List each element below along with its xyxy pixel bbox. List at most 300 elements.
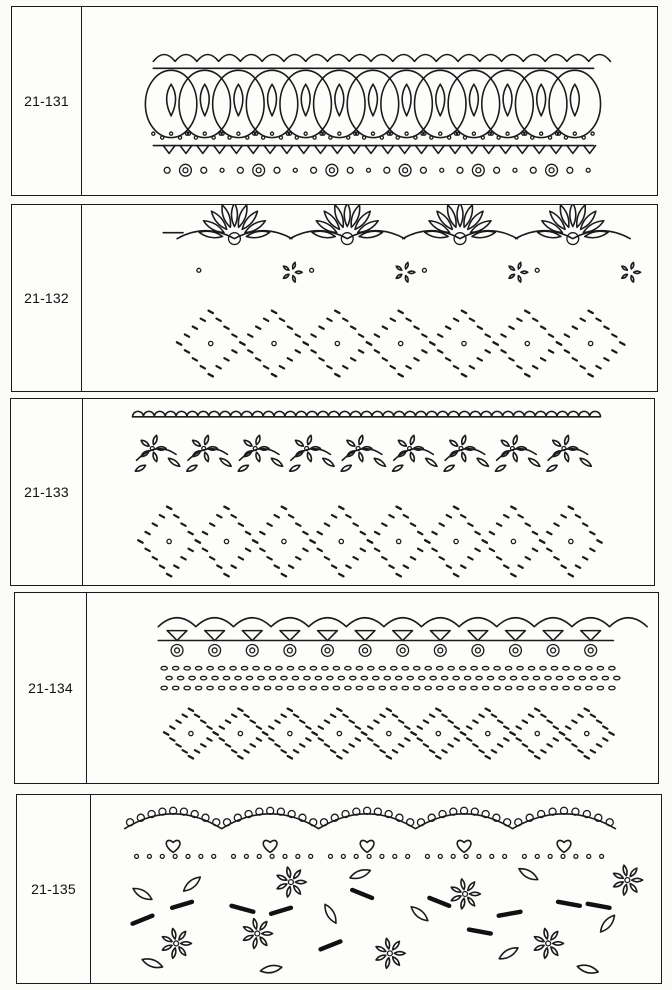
oval-eyelet — [563, 666, 569, 670]
lattice-stitch — [447, 515, 451, 517]
oval-eyelet — [414, 666, 420, 670]
tiny-eyelet — [295, 136, 298, 139]
lattice-stitch — [430, 342, 434, 344]
lattice-center-hole — [585, 731, 589, 735]
flower-petal — [550, 930, 559, 941]
lattice-stitch — [424, 744, 428, 746]
lattice-stitch — [272, 374, 276, 376]
scattered-leaf — [517, 866, 539, 883]
blossom-petal — [461, 452, 467, 462]
flower-petal — [534, 935, 545, 943]
fan-top-edge — [177, 231, 292, 239]
pattern-code: 21-134 — [28, 680, 73, 696]
teardrop-eyelet — [234, 84, 243, 116]
lattice-stitch — [404, 566, 408, 568]
lattice-stitch — [418, 532, 422, 534]
flower-petal — [466, 896, 475, 907]
lattice-stitch — [399, 744, 403, 746]
flower-eyelet — [422, 268, 426, 272]
triangle-stitch — [214, 146, 226, 154]
bold-satin-stitch — [352, 890, 372, 898]
fan-petal — [457, 205, 463, 227]
oval-eyelet — [184, 686, 190, 690]
oval-eyelet — [276, 666, 282, 670]
lattice-stitch — [177, 342, 181, 344]
lattice-stitch — [449, 744, 453, 746]
triangle-stitch — [247, 146, 259, 154]
embroidery-pattern-21-132 — [82, 205, 657, 391]
lattice-stitch — [438, 334, 442, 336]
flower-petal — [553, 942, 564, 945]
flower-petal — [259, 936, 268, 947]
oval-eyelet — [184, 666, 190, 670]
lattice-stitch — [346, 566, 350, 568]
bottom-eyelet-inner — [329, 168, 334, 173]
lattice-stitch — [361, 549, 365, 551]
bottom-eyelet — [586, 168, 590, 172]
flower-petal — [385, 938, 391, 949]
oval-eyelet — [425, 666, 431, 670]
oval-eyelet — [517, 666, 523, 670]
flower-petal — [470, 892, 481, 895]
lattice-stitch — [529, 750, 533, 752]
lattice-stitch — [504, 726, 508, 728]
lattice-stitch — [289, 566, 293, 568]
lattice-stitch — [470, 319, 474, 321]
oval-eyelet — [487, 676, 493, 680]
lattice-stitch — [404, 515, 408, 517]
lattice-stitch — [585, 709, 589, 711]
flower-petal — [613, 880, 624, 888]
lattice-stitch — [573, 326, 577, 328]
bottom-eyelet — [399, 164, 411, 176]
fan-petal — [471, 229, 495, 239]
bottom-eyelet — [180, 164, 192, 176]
heart-eyelet — [360, 840, 374, 852]
oval-eyelet — [177, 676, 183, 680]
lattice-stitch — [557, 342, 561, 344]
bold-satin-stitch — [271, 908, 291, 914]
lattice-stitch — [264, 366, 268, 368]
lattice-stitch — [368, 540, 372, 542]
fan-petal — [424, 229, 448, 239]
lattice-stitch — [226, 744, 230, 746]
bottom-eyelet-inner — [256, 168, 261, 173]
blossom-center — [253, 446, 257, 450]
vine-leaf — [392, 464, 404, 473]
flower-petal — [276, 882, 287, 890]
lattice-stitch — [425, 540, 429, 542]
lattice-stitch — [232, 334, 236, 336]
lattice-stitch — [319, 738, 323, 740]
lattice-stitch — [467, 738, 471, 740]
embroidery-pattern-21-131 — [82, 7, 657, 195]
triangle-stitch — [432, 146, 444, 154]
flower-petal — [178, 946, 187, 957]
lattice-stitch — [455, 726, 459, 728]
triangle-eyelet — [242, 631, 262, 641]
tiny-eyelet — [262, 136, 265, 139]
ring-eyelet — [510, 644, 522, 656]
scattered-leaf — [598, 913, 617, 934]
lattice-center-hole — [436, 731, 440, 735]
lattice-stitch — [518, 515, 522, 517]
flower-petal — [391, 956, 400, 967]
flower-petal — [243, 925, 254, 933]
lattice-stitch — [267, 523, 271, 525]
lattice-stitch — [226, 720, 230, 722]
triangle-eyelet — [581, 631, 601, 641]
small-eyelet — [477, 854, 481, 858]
lattice-stitch — [438, 350, 442, 352]
tiny-eyelet — [481, 136, 484, 139]
loop-outline — [482, 70, 533, 137]
triangle-stitch — [264, 146, 276, 154]
lattice-center-hole — [588, 341, 592, 345]
scattered-floral-art — [91, 795, 661, 983]
blossom-center — [408, 446, 412, 450]
oval-eyelet — [517, 686, 523, 690]
lattice-stitch — [547, 532, 551, 534]
lattice-stitch — [461, 566, 465, 568]
oval-eyelet — [173, 666, 179, 670]
lattice-stitch — [389, 515, 393, 517]
lattice-stitch — [343, 715, 347, 717]
fan-flower-border-art — [82, 205, 657, 391]
lattice-stitch — [547, 720, 551, 722]
small-eyelet — [367, 854, 371, 858]
small-eyelet — [309, 854, 313, 858]
lattice-stitch — [596, 319, 600, 321]
lattice-stitch — [486, 334, 490, 336]
lattice-stitch — [303, 549, 307, 551]
oval-eyelet — [459, 686, 465, 690]
fan-petal — [548, 209, 568, 231]
lattice-stitch — [436, 756, 440, 758]
lattice-stitch — [294, 715, 298, 717]
lattice-stitch — [288, 326, 292, 328]
lattice-stitch — [346, 515, 350, 517]
bold-satin-stitch — [499, 912, 521, 916]
tiny-eyelet — [540, 132, 543, 135]
small-eyelet — [548, 854, 552, 858]
fan-top-edge — [290, 231, 405, 239]
flower-petal — [629, 882, 638, 893]
ring-eyelet — [246, 644, 258, 656]
tiny-eyelet — [313, 136, 316, 139]
lattice-stitch — [145, 549, 149, 551]
ring-eyelet-inner — [551, 648, 556, 653]
lattice-stitch — [375, 350, 379, 352]
vine-leaf — [167, 457, 181, 468]
lattice-stitch — [554, 557, 558, 559]
oval-eyelet — [586, 686, 592, 690]
lattice-stitch — [454, 574, 458, 576]
oval-eyelet — [556, 676, 562, 680]
lattice-stitch — [160, 515, 164, 517]
triangle-stitch — [180, 146, 192, 154]
lattice-stitch — [490, 549, 494, 551]
oval-eyelet — [161, 666, 167, 670]
bottom-eyelet-inner — [549, 168, 554, 173]
lattice-stitch — [181, 523, 185, 525]
bold-satin-stitch — [172, 902, 192, 908]
vine-leaf — [289, 464, 301, 473]
lattice-stitch — [170, 738, 174, 740]
lattice-stitch — [549, 350, 553, 352]
pattern-panel-21-132 — [11, 204, 658, 392]
lattice-stitch — [478, 326, 482, 328]
lattice-stitch — [325, 557, 329, 559]
lattice-stitch — [220, 726, 224, 728]
lattice-stitch — [541, 358, 545, 360]
fan-petal — [584, 229, 608, 239]
lattice-center-hole — [238, 731, 242, 735]
vine-leaf — [476, 457, 490, 468]
flower-petal — [259, 920, 268, 931]
lattice-stitch — [572, 744, 576, 746]
lattice-stitch — [145, 532, 149, 534]
scattered-leaf — [141, 956, 164, 970]
oval-eyelet — [356, 686, 362, 690]
flower-petal — [622, 884, 628, 895]
small-eyelet — [406, 854, 410, 858]
small-eyelet — [270, 854, 274, 858]
bottom-eyelet — [253, 164, 265, 176]
oval-eyelet — [299, 686, 305, 690]
lattice-stitch — [188, 532, 192, 534]
lattice-stitch — [442, 715, 446, 717]
small-eyelet — [522, 854, 526, 858]
lattice-stitch — [368, 726, 372, 728]
small-flower-petal — [634, 271, 641, 273]
lattice-stitch — [350, 744, 354, 746]
eyelet-loop-border-art — [82, 7, 657, 195]
tiny-eyelet — [430, 136, 433, 139]
flower-petal — [181, 942, 192, 945]
tiny-eyelet — [362, 136, 365, 139]
lattice-stitch — [418, 549, 422, 551]
lattice-stitch — [449, 720, 453, 722]
lattice-stitch — [303, 532, 307, 534]
lattice-stitch — [501, 350, 505, 352]
lattice-stitch — [596, 366, 600, 368]
teardrop-eyelet — [469, 84, 478, 116]
oval-eyelet — [407, 676, 413, 680]
lattice-stitch — [306, 738, 310, 740]
lattice-stitch — [554, 523, 558, 525]
flower-petal — [385, 957, 391, 968]
lattice-stitch — [296, 350, 300, 352]
flower-center — [463, 891, 468, 896]
loop-outline — [280, 70, 331, 137]
lattice-center-hole — [272, 341, 276, 345]
ring-eyelet — [585, 644, 597, 656]
triangle-stitch — [281, 146, 293, 154]
lattice-stitch — [203, 549, 207, 551]
small-eyelet — [244, 854, 248, 858]
flower-petal — [450, 886, 461, 894]
lattice-stitch — [335, 374, 339, 376]
fan-petal — [537, 229, 561, 239]
oval-eyelet — [287, 666, 293, 670]
blossom-petal — [552, 439, 562, 448]
lattice-stitch — [138, 540, 142, 542]
tiny-eyelet — [161, 136, 164, 139]
flower-petal — [276, 874, 287, 882]
lattice-stitch — [339, 574, 343, 576]
bottom-eyelet — [494, 167, 500, 173]
lattice-stitch — [511, 507, 515, 509]
lattice-stitch — [174, 515, 178, 517]
lattice-stitch — [170, 726, 174, 728]
lattice-stitch — [406, 366, 410, 368]
oval-eyelet — [384, 676, 390, 680]
tiny-eyelet — [270, 132, 273, 135]
triangle-stitch — [197, 146, 209, 154]
flower-petal — [394, 952, 405, 955]
lattice-stitch — [375, 334, 379, 336]
bottom-eyelet — [220, 168, 224, 172]
tiny-eyelet — [212, 136, 215, 139]
lattice-stitch — [418, 738, 422, 740]
lattice-stitch — [248, 334, 252, 336]
lattice-stitch — [475, 532, 479, 534]
lattice-center-hole — [398, 341, 402, 345]
blossom-petal — [563, 435, 569, 445]
lattice-stitch — [523, 720, 527, 722]
oval-eyelet — [310, 666, 316, 670]
fan-petal — [311, 229, 335, 239]
oval-eyelet — [597, 666, 603, 670]
lattice-stitch — [569, 574, 573, 576]
oval-eyelet — [568, 676, 574, 680]
blossom-petal — [152, 435, 158, 445]
lattice-stitch — [533, 319, 537, 321]
small-eyelet — [574, 854, 578, 858]
loop-outline — [246, 70, 297, 137]
tiny-eyelet — [497, 136, 500, 139]
oval-eyelet — [471, 686, 477, 690]
lattice-stitch — [454, 507, 458, 509]
oval-eyelet — [448, 666, 454, 670]
lattice-stitch — [583, 557, 587, 559]
lattice-stitch — [504, 566, 508, 568]
tiny-eyelet — [279, 136, 282, 139]
lattice-stitch — [375, 549, 379, 551]
lattice-stitch — [294, 750, 298, 752]
oval-eyelet — [230, 686, 236, 690]
oval-eyelet — [482, 666, 488, 670]
oval-eyelet — [200, 676, 206, 680]
lattice-stitch — [597, 744, 601, 746]
lattice-stitch — [181, 557, 185, 559]
small-eyelet — [587, 854, 591, 858]
lattice-stitch — [486, 350, 490, 352]
lattice-stitch — [517, 738, 521, 740]
small-flower-petal — [508, 273, 515, 279]
oval-eyelet — [499, 676, 505, 680]
lattice-stitch — [391, 366, 395, 368]
oval-eyelet — [345, 666, 351, 670]
vine-leaf — [546, 464, 558, 473]
blossom-petal — [461, 435, 467, 445]
lattice-stitch — [319, 726, 323, 728]
bottom-eyelet — [457, 167, 463, 173]
blossom-center — [305, 446, 309, 450]
small-flower-petal — [292, 275, 296, 282]
lattice-stitch — [353, 557, 357, 559]
lattice-stitch — [160, 566, 164, 568]
small-eyelet — [147, 854, 151, 858]
fan-petal — [322, 209, 342, 231]
lattice-stitch — [540, 540, 544, 542]
blossom-petal — [255, 435, 261, 445]
lattice-center-hole — [337, 731, 341, 735]
lattice-stitch — [525, 311, 529, 313]
lattice-stitch — [300, 744, 304, 746]
tiny-eyelet — [573, 132, 576, 135]
lattice-stitch — [440, 523, 444, 525]
flower-petal — [171, 947, 177, 958]
fan-petal — [353, 209, 373, 231]
lattice-stitch — [492, 750, 496, 752]
tiny-eyelet — [347, 136, 350, 139]
embroidery-pattern-21-135 — [91, 795, 661, 983]
lattice-stitch — [374, 720, 378, 722]
ring-eyelet-inner — [325, 648, 330, 653]
blossom-petal — [346, 439, 356, 448]
oval-eyelet — [258, 676, 264, 680]
lattice-stitch — [422, 334, 426, 336]
pattern-code-cell — [11, 399, 83, 585]
lattice-stitch — [167, 574, 171, 576]
oval-eyelet — [173, 686, 179, 690]
vine-leaf — [322, 457, 336, 468]
bottom-eyelet — [472, 164, 484, 176]
small-eyelet — [232, 854, 236, 858]
oval-eyelet — [510, 676, 516, 680]
ring-eyelet-inner — [438, 648, 443, 653]
oval-eyelet — [586, 666, 592, 670]
oval-eyelet — [368, 666, 374, 670]
flower-petal — [629, 867, 638, 878]
scallop-eyelet-border-art — [87, 593, 658, 783]
lattice-stitch — [337, 709, 341, 711]
flower-petal — [178, 930, 187, 941]
small-eyelet — [186, 854, 190, 858]
bottom-eyelet — [440, 168, 444, 172]
lattice-stitch — [216, 366, 220, 368]
lattice-stitch — [492, 715, 496, 717]
lattice-stitch — [597, 720, 601, 722]
scattered-leaf — [322, 903, 339, 925]
lattice-stitch — [549, 334, 553, 336]
lattice-stitch — [612, 334, 616, 336]
vine-leaf — [579, 457, 593, 468]
lattice-stitch — [296, 557, 300, 559]
scallop-top-edge — [158, 618, 647, 627]
lattice-stitch — [414, 358, 418, 360]
lattice-stitch — [217, 515, 221, 517]
lattice-stitch — [478, 358, 482, 360]
vine-leaf — [134, 464, 146, 473]
oval-eyelet — [218, 666, 224, 670]
fan-top-edge — [515, 231, 630, 239]
lattice-center-hole — [462, 341, 466, 345]
lattice-stitch — [406, 319, 410, 321]
tiny-eyelet — [152, 132, 155, 135]
